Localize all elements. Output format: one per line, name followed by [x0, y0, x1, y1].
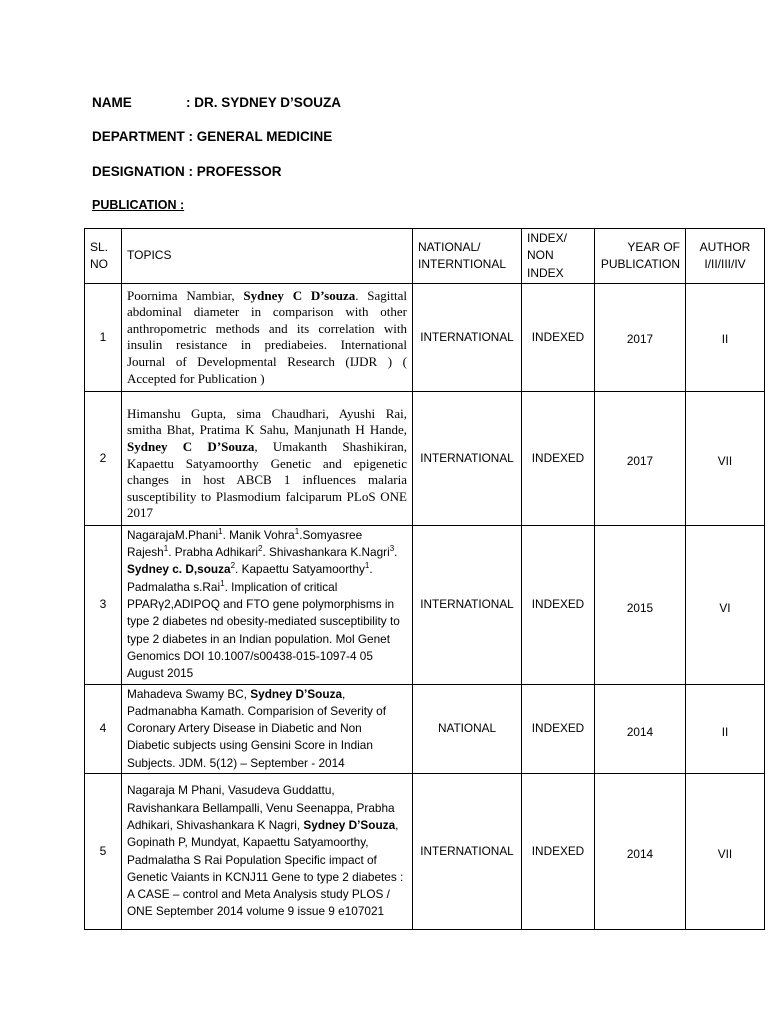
table-row	[85, 391, 765, 525]
row-sl: 2	[85, 391, 122, 525]
col-topics: TOPICS	[122, 229, 413, 284]
topic-text: , Padmanabha Kamath. Comparision of Severity of Coronary Artery Disease in Diabetic and Non Diabetic subjects using Gensini Score in Indian Subjects. JDM. 5(12) – September - 2014	[127, 686, 387, 770]
topic-part: . Prabha Adhikari	[168, 545, 259, 560]
topic-part: NagarajaM.Phani	[127, 527, 219, 542]
publication-table	[84, 228, 765, 930]
row-topic	[122, 525, 413, 684]
affiliation-sup: 1	[220, 578, 225, 588]
department-label: DEPARTMENT	[92, 129, 185, 144]
topic-part: .Somyasree Rajesh	[127, 527, 363, 560]
row-author: II	[686, 684, 765, 773]
row-author: VI	[686, 525, 765, 684]
row-topic	[122, 283, 413, 391]
affiliation-sup: 1	[163, 544, 169, 554]
col-sl-no: SL. NO	[85, 229, 122, 284]
row-year: 2014	[595, 684, 686, 773]
table-row	[85, 283, 765, 391]
table-row	[85, 684, 765, 773]
topic-text: , Gopinath P, Mundyat, Kapaettu Satyamoorthy, Padmalatha S Rai Population Specific impact of Genetic Vaiants in KCNJ11 Gene to type 2 diabetes : A CASE – control and Meta Analysis study PLOS / ONE September 2014 volume 9 issue 9 e107021	[127, 817, 404, 919]
table-row	[85, 525, 765, 684]
affiliation-sup: 1	[364, 561, 370, 571]
row-author: II	[686, 283, 765, 391]
col-author: AUTHOR I/II/III/IV	[686, 229, 765, 284]
row-year: 2014	[595, 774, 686, 930]
topic-part: .	[394, 545, 398, 560]
row-national: INTERNATIONAL	[413, 391, 522, 525]
topic-authors: Himanshu Gupta, sima Chaudhari, Ayushi Rai, smitha Bhat, Pratima K Sahu, Manjunath H Hande,	[127, 405, 407, 438]
col-national: NATIONAL/ INTERNTIONAL	[413, 229, 522, 284]
affiliation-sup: 1	[218, 526, 223, 536]
row-sl: 5	[85, 774, 122, 930]
topic-authors: Poornima Nambiar,	[127, 287, 244, 303]
affiliation-sup: 2	[230, 561, 236, 571]
topic-authors: Mahadeva Swamy BC,	[127, 686, 251, 701]
row-national: INTERNATIONAL	[413, 774, 522, 930]
table-header-row	[85, 229, 765, 284]
row-sl: 4	[85, 684, 122, 773]
topic-highlight-author: Sydney D’Souza	[250, 686, 343, 701]
row-topic	[122, 391, 413, 525]
row-author: VII	[686, 774, 765, 930]
department-value: : GENERAL MEDICINE	[188, 129, 333, 144]
designation-value: : PROFESSOR	[188, 164, 282, 179]
row-index: INDEXED	[522, 525, 595, 684]
col-index: INDEX/ NON INDEX	[522, 229, 595, 284]
department-line	[92, 129, 332, 144]
topic-part: . Kapaettu Satyamoorthy	[235, 562, 365, 577]
affiliation-sup: 1	[294, 526, 300, 536]
publication-heading: PUBLICATION :	[92, 198, 185, 212]
row-author: VII	[686, 391, 765, 525]
topic-part: . Shivashankara K.Nagri	[262, 545, 390, 560]
topic-part: . Implication of critical PPARγ2,ADIPOQ and FTO gene polymorphisms in type 2 diabetes nd obesity-mediated susceptibility to type 2 diabetes in an Indian population. Mol Genet Genomics DOI 10.1007/s00438-015-1097-4 05 August 2015	[127, 579, 400, 681]
topic-authors: Nagaraja M Phani, Vasudeva Guddattu, Ravishankara Bellampalli, Venu Seenappa, Prabha Adhikari, Shivashankara K Nagri,	[127, 783, 395, 832]
row-year: 2015	[595, 525, 686, 684]
row-year: 2017	[595, 283, 686, 391]
col-year: YEAR OF PUBLICATION	[595, 229, 686, 284]
topic-highlight-author: Sydney C D’Souza	[127, 439, 255, 454]
row-sl: 1	[85, 283, 122, 391]
topic-highlight-author: Sydney c. D,souza	[127, 562, 231, 577]
row-index: INDEXED	[522, 391, 595, 525]
row-national: INTERNATIONAL	[413, 283, 522, 391]
row-index: INDEXED	[522, 283, 595, 391]
affiliation-sup: 3	[389, 544, 395, 554]
topic-part: . Padmalatha s.Rai	[127, 562, 373, 594]
name-value: : DR. SYDNEY D’SOUZA	[186, 95, 342, 110]
topic-highlight-author: Sydney C D’souza	[243, 287, 356, 303]
row-topic	[122, 684, 413, 773]
row-topic	[122, 774, 413, 930]
row-index: INDEXED	[522, 774, 595, 930]
row-sl: 3	[85, 525, 122, 684]
name-line	[92, 95, 341, 110]
table-row	[85, 774, 765, 930]
designation-line	[92, 164, 282, 179]
row-year: 2017	[595, 391, 686, 525]
topic-part: . Manik Vohra	[222, 527, 295, 542]
designation-label: DESIGNATION	[92, 164, 185, 179]
row-national: NATIONAL	[413, 684, 522, 773]
affiliation-sup: 2	[258, 544, 263, 554]
topic-text: . Sagittal abdominal diameter in comparison with other anthropometric methods and its correlation with insulin resistance in prediabeies. International Journal of Developmental Research (IJDR ) ( Accepted for Publication )	[127, 287, 408, 386]
topic-text: , Umakanth Shashikiran, Kapaettu Satyamoorthy Genetic and epigenetic changes in host ABCB 1 influences malaria susceptibility to Plasmodium falciparum PLoS ONE 2017	[127, 439, 407, 521]
row-national: INTERNATIONAL	[413, 525, 522, 684]
name-label: NAME	[92, 95, 132, 110]
row-index: INDEXED	[522, 684, 595, 773]
topic-highlight-author: Sydney D’Souza	[303, 817, 396, 832]
